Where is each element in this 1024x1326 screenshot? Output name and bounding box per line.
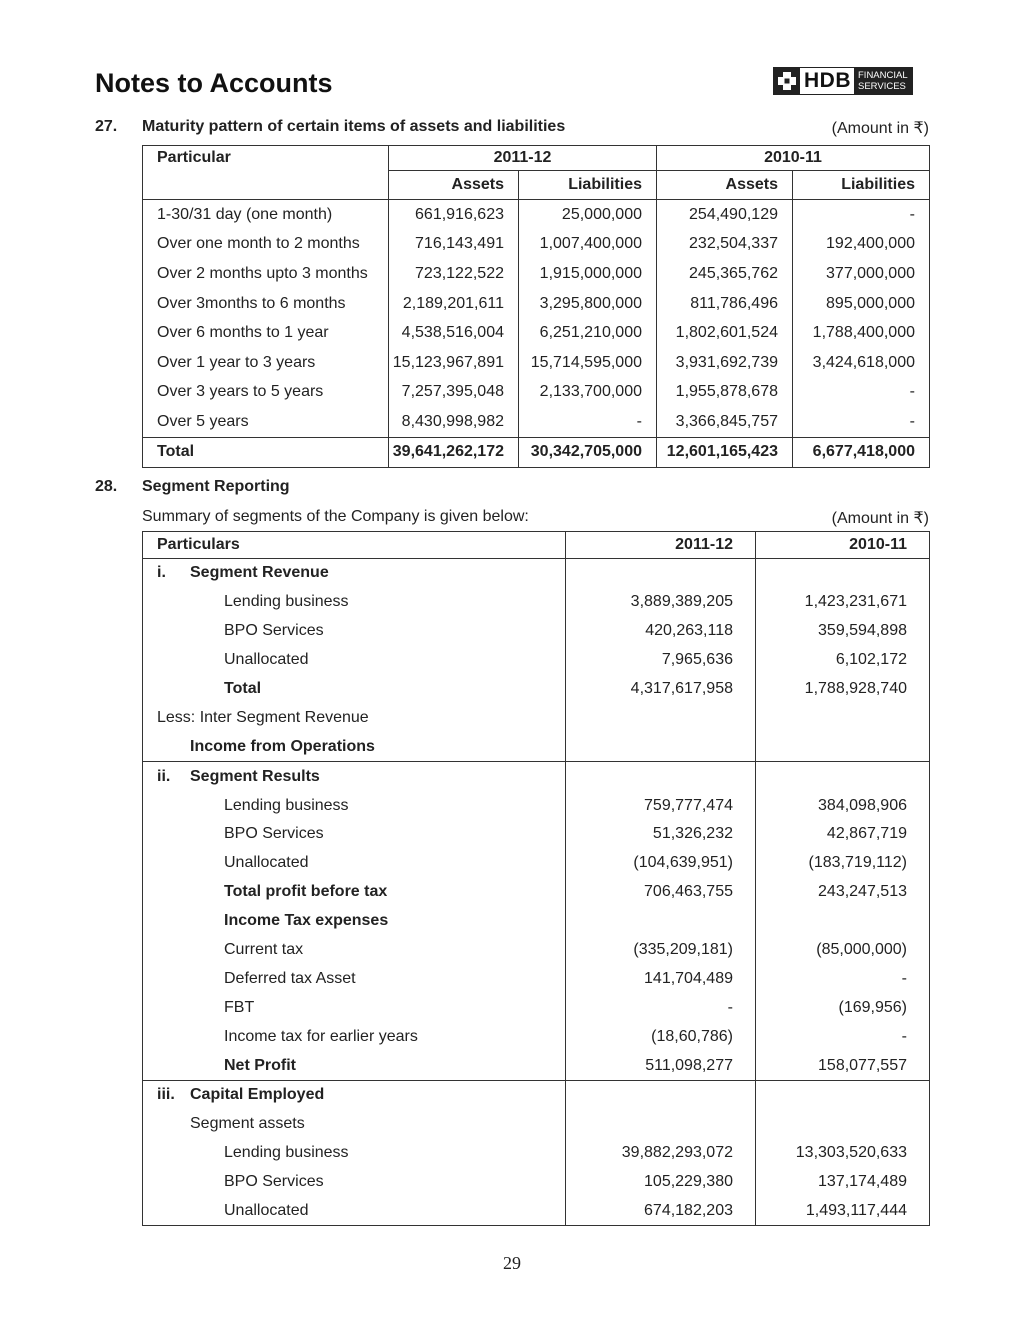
row-value: 158,077,557 — [756, 1051, 930, 1080]
table-row — [143, 348, 930, 378]
row-label: 1-30/31 day (one month) — [157, 205, 333, 223]
row-label: Lending business — [224, 1144, 349, 1162]
row-value — [756, 732, 930, 761]
row-value: - — [756, 964, 930, 993]
row-value: (169,956) — [756, 993, 930, 1022]
row-label: Net Profit — [224, 1056, 296, 1074]
table-row — [143, 1168, 930, 1197]
row-value — [756, 1081, 930, 1110]
row-value: - — [519, 407, 657, 437]
row-value: 420,263,118 — [566, 617, 756, 646]
table-row — [143, 259, 930, 289]
row-label: Deferred tax Asset — [224, 969, 356, 987]
col-assets-1: Assets — [389, 171, 519, 200]
row-value: 759,777,474 — [566, 791, 756, 820]
row-value: 137,174,489 — [756, 1168, 930, 1197]
row-value: 7,257,395,048 — [389, 378, 519, 408]
row-label: Income from Operations — [190, 737, 375, 755]
row-value: 3,366,845,757 — [657, 407, 793, 437]
table-row — [143, 1197, 930, 1226]
col-particular: Particular — [157, 149, 231, 167]
row-value: 105,229,380 — [566, 1168, 756, 1197]
row-value: 511,098,277 — [566, 1051, 756, 1080]
table-row — [143, 964, 930, 993]
row-value: - — [793, 378, 930, 408]
row-value: 51,326,232 — [566, 820, 756, 849]
row-value: 3,889,389,205 — [566, 588, 756, 617]
table-row — [143, 703, 930, 732]
row-label: Over 3months to 6 months — [157, 294, 346, 312]
row-label: Lending business — [224, 593, 349, 611]
row-value: 13,303,520,633 — [756, 1139, 930, 1168]
row-value: 7,965,636 — [566, 646, 756, 675]
row-value: - — [793, 200, 930, 230]
row-value: 39,882,293,072 — [566, 1139, 756, 1168]
row-value: (104,639,951) — [566, 849, 756, 878]
row-label: Current tax — [224, 941, 304, 959]
section-title: Segment Results — [190, 767, 320, 785]
row-value: - — [566, 993, 756, 1022]
row-value: 895,000,000 — [793, 289, 930, 319]
row-value — [566, 907, 756, 936]
row-value: (183,719,112) — [756, 849, 930, 878]
section-title: Capital Employed — [190, 1086, 325, 1104]
row-value: 254,490,129 — [657, 200, 793, 230]
table-row — [143, 617, 930, 646]
row-value — [566, 703, 756, 732]
row-label: FBT — [224, 998, 255, 1016]
row-value — [566, 732, 756, 761]
row-value — [756, 703, 930, 732]
table-row — [143, 1022, 930, 1051]
col-liabilities-1: Liabilities — [519, 171, 657, 200]
maturity-table — [142, 145, 930, 468]
row-value: 377,000,000 — [793, 259, 930, 289]
row-value: 25,000,000 — [519, 200, 657, 230]
col-year2: 2010-11 — [756, 532, 930, 559]
total-label: Total — [143, 437, 389, 467]
row-label: Over one month to 2 months — [157, 235, 360, 253]
row-value: 8,430,998,982 — [389, 407, 519, 437]
logo-line2: SERVICES — [858, 81, 906, 92]
row-value: 4,317,617,958 — [566, 675, 756, 704]
note28-amount-note: (Amount in ₹) — [831, 510, 929, 527]
row-label: BPO Services — [224, 825, 324, 843]
row-label: Over 3 years to 5 years — [157, 383, 324, 401]
table-row — [143, 646, 930, 675]
note27-heading: Maturity pattern of certain items of assets and liabilities — [142, 118, 566, 135]
table-row — [143, 675, 930, 704]
col-assets-2: Assets — [657, 171, 793, 200]
row-value: - — [793, 407, 930, 437]
row-label: Unallocated — [224, 854, 309, 872]
hdb-mark-icon — [774, 68, 800, 94]
total-assets-2: 12,601,165,423 — [657, 437, 793, 467]
row-label: Over 2 months upto 3 months — [157, 264, 368, 282]
table-row — [143, 820, 930, 849]
row-value — [756, 1110, 930, 1139]
row-label: Segment assets — [190, 1115, 305, 1133]
table-row — [143, 407, 930, 437]
row-label: Total — [224, 680, 262, 697]
row-value: 4,538,516,004 — [389, 318, 519, 348]
row-label: Total profit before tax — [224, 883, 388, 901]
row-value: 674,182,203 — [566, 1197, 756, 1226]
row-value — [566, 762, 756, 791]
row-label: Over 6 months to 1 year — [157, 324, 329, 342]
row-label: Unallocated — [224, 651, 309, 669]
table-row — [143, 907, 930, 936]
row-value: 192,400,000 — [793, 230, 930, 260]
hdb-logo — [773, 67, 913, 95]
row-value: 15,714,595,000 — [519, 348, 657, 378]
section-roman: ii. — [157, 767, 171, 785]
row-value — [566, 1081, 756, 1110]
row-label: Lending business — [224, 796, 349, 814]
row-label: Income Tax expenses — [224, 912, 389, 930]
table-row — [143, 1110, 930, 1139]
segment-table — [142, 531, 930, 1226]
row-label: BPO Services — [224, 1173, 324, 1191]
logo-subtitle — [854, 68, 912, 94]
row-value: 1,788,928,740 — [756, 675, 930, 704]
row-value: 811,786,496 — [657, 289, 793, 319]
row-value: 42,867,719 — [756, 820, 930, 849]
note28-number: 28. — [95, 478, 118, 495]
table-row — [143, 878, 930, 907]
table-row — [143, 1051, 930, 1080]
row-value: 3,295,800,000 — [519, 289, 657, 319]
row-value: 706,463,755 — [566, 878, 756, 907]
table-row — [143, 732, 930, 761]
section-title: Segment Revenue — [190, 564, 329, 582]
row-label: Unallocated — [224, 1202, 309, 1220]
col-liabilities-2: Liabilities — [793, 171, 930, 200]
total-assets-1: 39,641,262,172 — [389, 437, 519, 467]
row-label: Income tax for earlier years — [224, 1027, 418, 1045]
row-value: 6,251,210,000 — [519, 318, 657, 348]
row-value: 3,931,692,739 — [657, 348, 793, 378]
row-label: Over 5 years — [157, 412, 249, 430]
note27-number: 27. — [95, 118, 118, 135]
note28-heading: Segment Reporting — [142, 478, 290, 495]
page-title: Notes to Accounts — [95, 68, 333, 98]
row-value — [756, 762, 930, 791]
row-value: (18,60,786) — [566, 1022, 756, 1051]
table-row — [143, 289, 930, 319]
row-value: 1,493,117,444 — [756, 1197, 930, 1226]
row-value: 359,594,898 — [756, 617, 930, 646]
row-label: Over 1 year to 3 years — [157, 353, 316, 371]
row-value: 1,423,231,671 — [756, 588, 930, 617]
total-liabilities-1: 30,342,705,000 — [519, 437, 657, 467]
row-value: 1,007,400,000 — [519, 230, 657, 260]
section-header-row — [143, 762, 930, 791]
row-value: 232,504,337 — [657, 230, 793, 260]
table-row — [143, 936, 930, 965]
row-value — [756, 907, 930, 936]
col-year1: 2011-12 — [389, 146, 657, 171]
page-number: 29 — [503, 1253, 521, 1273]
table-row — [143, 791, 930, 820]
table-row — [143, 1139, 930, 1168]
row-value: 243,247,513 — [756, 878, 930, 907]
row-value: 723,122,522 — [389, 259, 519, 289]
row-value: 6,102,172 — [756, 646, 930, 675]
col-year1: 2011-12 — [566, 532, 756, 559]
table-row — [143, 200, 930, 230]
row-value: 141,704,489 — [566, 964, 756, 993]
section-roman: i. — [157, 564, 166, 582]
note27-amount-note: (Amount in ₹) — [831, 120, 929, 137]
table-row — [143, 318, 930, 348]
col-particulars: Particulars — [143, 532, 566, 559]
row-value: 245,365,762 — [657, 259, 793, 289]
row-value: (335,209,181) — [566, 936, 756, 965]
row-value: 1,802,601,524 — [657, 318, 793, 348]
table-row — [143, 230, 930, 260]
row-value: 661,916,623 — [389, 200, 519, 230]
row-value: 2,133,700,000 — [519, 378, 657, 408]
row-value: (85,000,000) — [756, 936, 930, 965]
row-value: 1,788,400,000 — [793, 318, 930, 348]
section-roman: iii. — [157, 1086, 175, 1104]
row-value: 15,123,967,891 — [389, 348, 519, 378]
row-value — [566, 1110, 756, 1139]
table-row — [143, 993, 930, 1022]
row-value: 1,915,000,000 — [519, 259, 657, 289]
table-row — [143, 849, 930, 878]
table-row — [143, 588, 930, 617]
row-value: 2,189,201,611 — [389, 289, 519, 319]
col-year2: 2010-11 — [657, 146, 930, 171]
row-value — [756, 559, 930, 588]
row-value: 716,143,491 — [389, 230, 519, 260]
section-header-row — [143, 1081, 930, 1110]
row-value: 3,424,618,000 — [793, 348, 930, 378]
section-header-row — [143, 559, 930, 588]
table-row — [143, 378, 930, 408]
row-label: Less: Inter Segment Revenue — [157, 708, 369, 726]
row-value: 384,098,906 — [756, 791, 930, 820]
logo-word: HDB — [804, 69, 851, 92]
row-value — [566, 559, 756, 588]
total-liabilities-2: 6,677,418,000 — [793, 437, 930, 467]
row-label: BPO Services — [224, 622, 324, 640]
note28-summary: Summary of segments of the Company is given below: — [142, 508, 529, 525]
total-row — [143, 437, 930, 467]
logo-line1: FINANCIAL — [858, 70, 908, 81]
row-value: 1,955,878,678 — [657, 378, 793, 408]
row-value: - — [756, 1022, 930, 1051]
